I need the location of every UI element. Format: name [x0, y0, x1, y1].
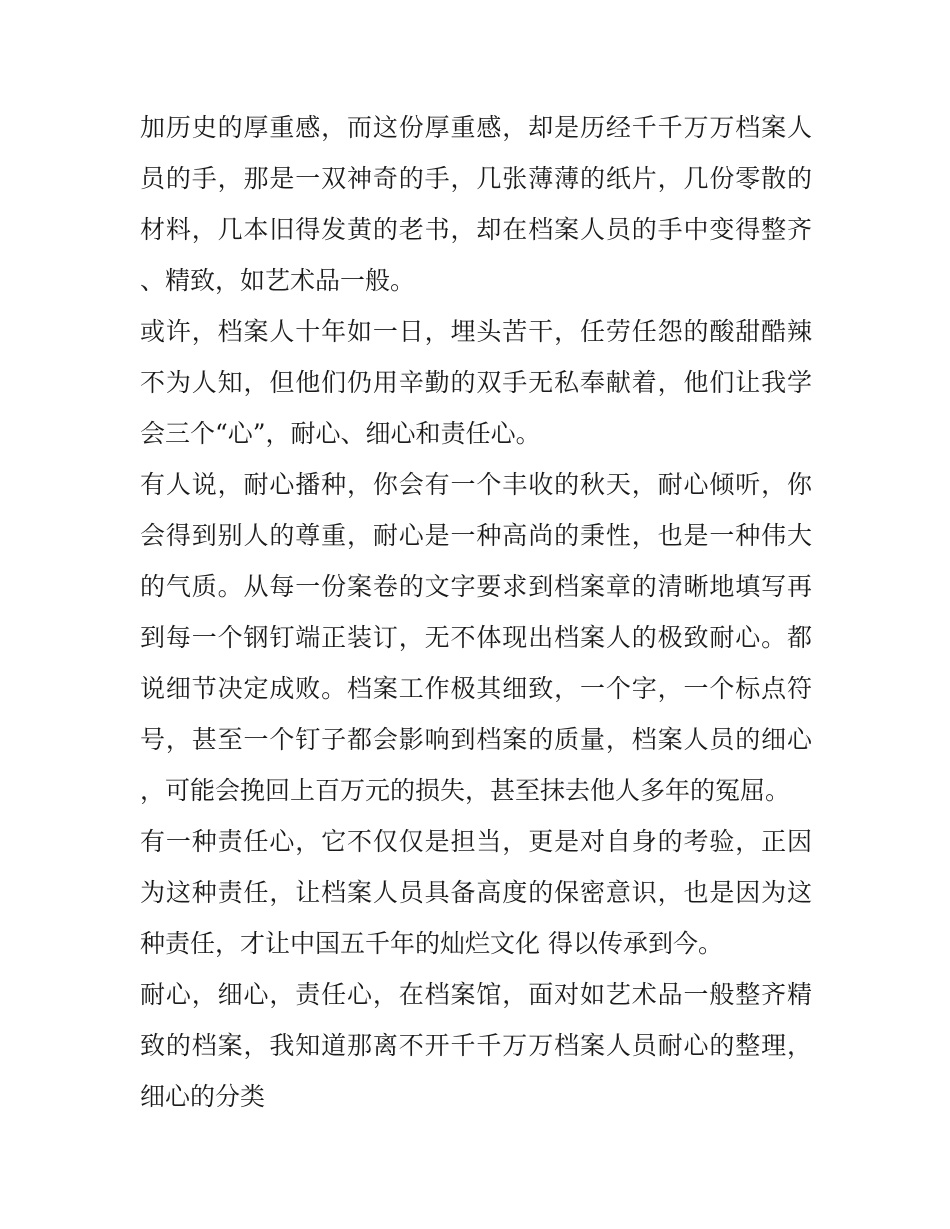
paragraph-1: 加历史的厚重感，而这份厚重感，却是历经千千万万档案人员的手，那是一双神奇的手，几张薄薄的纸片，几份零散的材料，几本旧得发黄的老书，却在档案人员的手中变得整齐、精致，如艺术品一般。 [140, 113, 812, 295]
paragraph-5: 耐心，细心，责任心，在档案馆，面对如艺术品一般整齐精致的档案，我知道那离不开千千万万档案人员耐心的整理，细心的分类 [140, 980, 812, 1111]
paragraph-2: 或许，档案人十年如一日，埋头苦干，任劳任怨的酸甜酷辣不为人知，但他们仍用辛勤的双手无私奉献着，他们让我学会三个“心”，耐心、细心和责任心。 [140, 317, 812, 448]
paragraph-4: 有一种责任心，它不仅仅是担当，更是对自身的考验，正因为这种责任，让档案人员具备高度的保密意识，也是因为这种责任，才让中国五千年的灿烂文化 得以传承到今。 [140, 827, 812, 958]
paragraph-3: 有人说，耐心播种，你会有一个丰收的秋天，耐心倾听，你会得到别人的尊重，耐心是一种高尚的秉性，也是一种伟大的气质。从每一份案卷的文字要求到档案章的清晰地填写再到每一个钢钉端正装订，无不体现出档案人的极致耐心。都说细节决定成败。档案工作极其细致，一个字，一个标点符号，甚至一个钉子都会影响到档案的质量，档案人员的细心，可能会挽回上百万元的损失，甚至抹去他人多年的冤屈。 [140, 470, 812, 805]
document-body [140, 102, 812, 1122]
